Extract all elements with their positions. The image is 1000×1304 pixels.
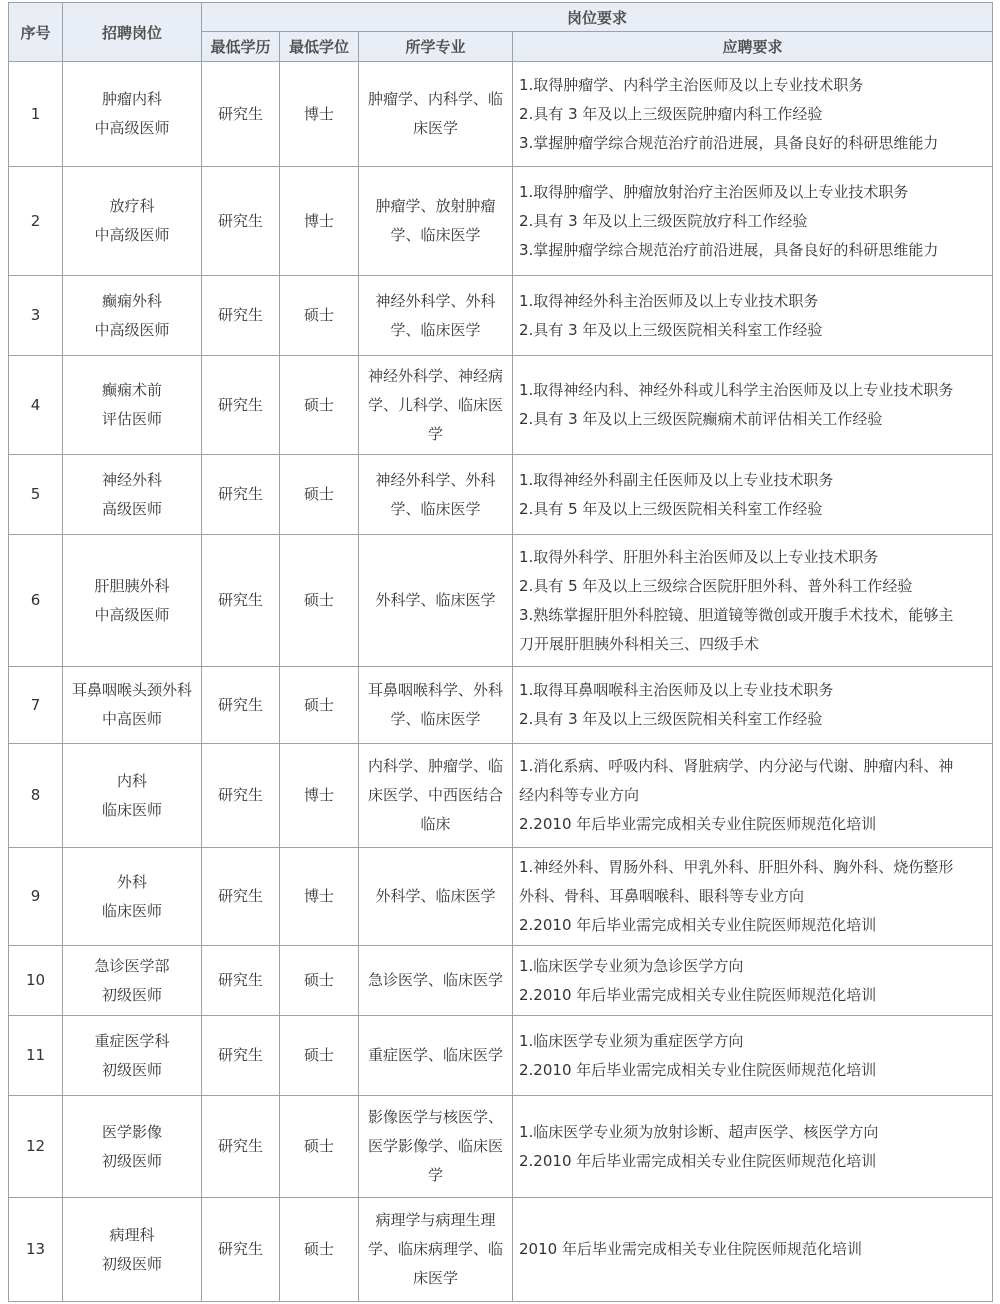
cell-requirements-line: 1.取得神经内科、神经外科或儿科学主治医师及以上专业技术职务	[519, 381, 954, 399]
cell-min-degree: 硕士	[280, 535, 359, 667]
cell-requirements-line: 经内科等专业方向	[519, 786, 640, 804]
cell-requirements-line: 1.临床医学专业须为放射诊断、超声医学、核医学方向	[519, 1122, 879, 1141]
cell-major-line: 重症医学、临床医学	[367, 1046, 503, 1064]
cell-index: 9	[9, 848, 63, 946]
cell-post-line: 癫痫外科	[101, 291, 162, 310]
cell-min-education: 研究生	[202, 848, 280, 946]
table-row	[9, 356, 993, 455]
cell-post-line: 肿瘤内科	[101, 90, 162, 108]
cell-requirements-line: 外科、骨科、耳鼻咽喉科、眼科等专业方向	[519, 887, 805, 905]
cell-requirements-line: 2.2010 年后毕业需完成相关专业住院医师规范化培训	[519, 985, 877, 1004]
cell-requirements-line: 1.消化系病、呼吸内科、肾脏病学、内分泌与代谢、肿瘤内科、神	[519, 757, 954, 775]
cell-major-line: 急诊医学、临床医学	[367, 971, 503, 989]
cell-requirements-line: 2.2010 年后毕业需完成相关专业住院医师规范化培训	[519, 1060, 877, 1079]
cell-requirements-line: 刀开展肝胆胰外科相关三、四级手术	[519, 634, 760, 653]
table-row	[9, 276, 993, 356]
cell-post-line: 医学影像	[101, 1122, 162, 1141]
cell-min-education: 研究生	[202, 1016, 280, 1096]
cell-min-degree: 硕士	[280, 1016, 359, 1096]
cell-min-education: 研究生	[202, 276, 280, 356]
cell-requirements-line: 1.取得外科学、肝胆外科主治医师及以上专业技术职务	[519, 547, 879, 566]
cell-requirements-line: 2.2010 年后毕业需完成相关专业住院医师规范化培训	[519, 916, 877, 934]
cell-min-degree: 硕士	[280, 356, 359, 455]
cell-requirements	[513, 848, 993, 946]
cell-requirements-line: 1.取得神经外科主治医师及以上专业技术职务	[519, 291, 819, 310]
cell-min-degree: 博士	[280, 167, 359, 276]
table-body	[9, 62, 993, 1302]
cell-major-line: 学、临床医学	[390, 226, 481, 244]
cell-index: 5	[9, 455, 63, 535]
cell-post	[63, 1016, 202, 1096]
cell-post	[63, 667, 202, 744]
cell-post-line: 神经外科	[101, 470, 162, 489]
cell-requirements	[513, 455, 993, 535]
cell-min-degree: 硕士	[280, 1096, 359, 1198]
cell-major	[359, 356, 513, 455]
cell-requirements-line: 2.具有 3 年及以上三级医院肿瘤内科工作经验	[519, 104, 823, 123]
cell-major	[359, 848, 513, 946]
cell-requirements-line: 2010 年后毕业需完成相关专业住院医师规范化培训	[519, 1240, 862, 1258]
cell-post-line: 中高级医师	[94, 226, 170, 244]
cell-min-education: 研究生	[202, 1198, 280, 1302]
cell-post-line: 高级医师	[101, 499, 162, 518]
cell-index: 3	[9, 276, 63, 356]
cell-major-line: 外科学、临床医学	[375, 591, 496, 609]
cell-major	[359, 535, 513, 667]
cell-requirements-line: 3.掌握肿瘤学综合规范治疗前沿进展，具备良好的科研思维能力	[519, 240, 939, 259]
cell-post-line: 初级医师	[101, 1151, 162, 1170]
cell-requirements	[513, 946, 993, 1016]
cell-requirements-line: 1.取得耳鼻咽喉科主治医师及以上专业技术职务	[519, 681, 834, 699]
cell-min-education: 研究生	[202, 744, 280, 848]
cell-post	[63, 1096, 202, 1198]
cell-major-line: 学、儿科学、临床医	[367, 395, 503, 414]
header-requirements-group: 岗位要求	[202, 3, 993, 32]
cell-post	[63, 848, 202, 946]
cell-post-line: 放疗科	[109, 197, 155, 215]
cell-requirements	[513, 1016, 993, 1096]
cell-min-education: 研究生	[202, 535, 280, 667]
cell-post-line: 评估医师	[101, 410, 162, 428]
cell-requirements-line: 2.具有 3 年及以上三级医院放疗科工作经验	[519, 211, 808, 230]
cell-post	[63, 1198, 202, 1302]
cell-major-line: 学	[427, 424, 443, 443]
cell-requirements	[513, 276, 993, 356]
cell-post-line: 初级医师	[101, 985, 162, 1004]
cell-requirements	[513, 356, 993, 455]
cell-post	[63, 946, 202, 1016]
table-row	[9, 535, 993, 667]
header-application-requirements: 应聘要求	[513, 32, 993, 62]
cell-major-line: 学、临床医学	[390, 710, 481, 728]
cell-post	[63, 535, 202, 667]
cell-post	[63, 62, 202, 167]
header-min-degree: 最低学位	[280, 32, 359, 62]
cell-requirements-line: 2.具有 3 年及以上三级医院相关科室工作经验	[519, 710, 823, 728]
header-row-group	[9, 3, 993, 32]
cell-index: 12	[9, 1096, 63, 1198]
cell-requirements	[513, 62, 993, 167]
cell-major-line: 床医学	[412, 1269, 458, 1287]
cell-requirements	[513, 1096, 993, 1198]
cell-requirements-line: 1.取得肿瘤学、肿瘤放射治疗主治医师及以上专业技术职务	[519, 182, 909, 201]
cell-post	[63, 744, 202, 848]
cell-min-education: 研究生	[202, 356, 280, 455]
cell-index: 13	[9, 1198, 63, 1302]
cell-post-line: 中高级医师	[94, 320, 170, 339]
cell-min-education: 研究生	[202, 167, 280, 276]
cell-index: 2	[9, 167, 63, 276]
cell-major-line: 病理学与病理生理	[375, 1211, 496, 1229]
cell-requirements	[513, 167, 993, 276]
header-major: 所学专业	[359, 32, 513, 62]
cell-post-line: 内科	[116, 771, 147, 790]
cell-major-line: 肿瘤学、放射肿瘤	[375, 197, 496, 215]
table-row	[9, 1198, 993, 1302]
cell-min-education: 研究生	[202, 1096, 280, 1198]
cell-major	[359, 276, 513, 356]
cell-major	[359, 62, 513, 167]
cell-min-degree: 硕士	[280, 455, 359, 535]
cell-index: 7	[9, 667, 63, 744]
cell-major-line: 耳鼻咽喉科学、外科	[367, 681, 503, 699]
cell-post	[63, 167, 202, 276]
cell-requirements	[513, 667, 993, 744]
cell-requirements-line: 1.临床医学专业须为急诊医学方向	[519, 956, 744, 975]
cell-requirements-line: 1.取得肿瘤学、内科学主治医师及以上专业技术职务	[519, 75, 864, 94]
cell-min-education: 研究生	[202, 667, 280, 744]
cell-major	[359, 744, 513, 848]
cell-post-line: 癫痫术前	[101, 381, 162, 399]
cell-post-line: 临床医师	[101, 901, 162, 920]
cell-post	[63, 455, 202, 535]
cell-requirements-line: 3.熟练掌握肝胆外科腔镜、胆道镜等微创或开腹手术技术，能够主	[519, 605, 954, 624]
cell-min-degree: 博士	[280, 744, 359, 848]
cell-index: 6	[9, 535, 63, 667]
cell-major-line: 医学影像学、临床医	[367, 1137, 503, 1155]
cell-major	[359, 1198, 513, 1302]
cell-min-education: 研究生	[202, 62, 280, 167]
cell-post-line: 外科	[116, 872, 147, 891]
cell-min-degree: 博士	[280, 848, 359, 946]
table-row	[9, 848, 993, 946]
cell-requirements	[513, 535, 993, 667]
cell-major	[359, 1016, 513, 1096]
cell-requirements-line: 2.具有 3 年及以上三级医院癫痫术前评估相关工作经验	[519, 410, 883, 428]
cell-post-line: 中高级医师	[94, 605, 170, 624]
table-row	[9, 744, 993, 848]
cell-requirements-line: 2.具有 5 年及以上三级医院相关科室工作经验	[519, 499, 823, 518]
table-row	[9, 167, 993, 276]
cell-requirements-line: 1.临床医学专业须为重症医学方向	[519, 1031, 744, 1050]
cell-major-line: 外科学、临床医学	[375, 887, 496, 905]
cell-post-line: 中高医师	[101, 710, 162, 728]
cell-major	[359, 1096, 513, 1198]
cell-major	[359, 946, 513, 1016]
cell-requirements-line: 2.2010 年后毕业需完成相关专业住院医师规范化培训	[519, 815, 877, 833]
cell-post-line: 肝胆胰外科	[94, 576, 170, 595]
cell-post-line: 耳鼻咽喉头颈外科	[71, 681, 192, 699]
cell-major-line: 学、临床医学	[390, 320, 481, 339]
cell-post-line: 初级医师	[101, 1254, 162, 1273]
cell-min-degree: 硕士	[280, 1198, 359, 1302]
cell-min-education: 研究生	[202, 455, 280, 535]
cell-major-line: 学、临床病理学、临	[367, 1240, 503, 1258]
cell-post-line: 病理科	[109, 1225, 155, 1244]
cell-min-degree: 硕士	[280, 667, 359, 744]
cell-major-line: 学、临床医学	[390, 499, 481, 518]
cell-post-line: 急诊医学部	[94, 956, 170, 975]
cell-requirements-line: 2.2010 年后毕业需完成相关专业住院医师规范化培训	[519, 1151, 877, 1170]
cell-min-degree: 博士	[280, 62, 359, 167]
cell-major-line: 床医学、中西医结合	[367, 786, 503, 804]
table-row	[9, 62, 993, 167]
cell-major-line: 内科学、肿瘤学、临	[367, 757, 503, 775]
table-row	[9, 667, 993, 744]
table-header	[9, 3, 993, 62]
cell-major-line: 肿瘤学、内科学、临	[367, 90, 503, 108]
cell-requirements-line: 1.取得神经外科副主任医师及以上专业技术职务	[519, 470, 834, 489]
cell-index: 1	[9, 62, 63, 167]
cell-post	[63, 276, 202, 356]
cell-major-line: 临床	[420, 815, 451, 833]
cell-post-line: 重症医学科	[94, 1031, 170, 1050]
cell-requirements-line: 1.神经外科、胃肠外科、甲乳外科、肝胆外科、胸外科、烧伤整形	[519, 858, 954, 876]
cell-index: 4	[9, 356, 63, 455]
table-row	[9, 455, 993, 535]
cell-min-degree: 硕士	[280, 276, 359, 356]
cell-major	[359, 667, 513, 744]
cell-min-degree: 硕士	[280, 946, 359, 1016]
header-index: 序号	[9, 3, 63, 62]
recruitment-table	[8, 2, 993, 1302]
cell-requirements	[513, 1198, 993, 1302]
cell-major-line: 神经外科学、神经病	[367, 366, 503, 385]
cell-post-line: 中高级医师	[94, 119, 170, 137]
cell-major-line: 神经外科学、外科	[375, 291, 496, 310]
table-row	[9, 1096, 993, 1198]
cell-major-line: 床医学	[412, 119, 458, 137]
header-min-education: 最低学历	[202, 32, 280, 62]
cell-min-education: 研究生	[202, 946, 280, 1016]
cell-requirements-line: 3.掌握肿瘤学综合规范治疗前沿进展，具备良好的科研思维能力	[519, 133, 939, 152]
header-post: 招聘岗位	[63, 3, 202, 62]
cell-requirements-line: 2.具有 5 年及以上三级综合医院肝胆外科、普外科工作经验	[519, 576, 913, 595]
cell-requirements	[513, 744, 993, 848]
table-row	[9, 1016, 993, 1096]
cell-index: 10	[9, 946, 63, 1016]
cell-requirements-line: 2.具有 3 年及以上三级医院相关科室工作经验	[519, 320, 823, 339]
table-row	[9, 946, 993, 1016]
cell-index: 8	[9, 744, 63, 848]
cell-major-line: 学	[427, 1166, 443, 1184]
cell-major	[359, 455, 513, 535]
cell-index: 11	[9, 1016, 63, 1096]
cell-post	[63, 356, 202, 455]
cell-post-line: 临床医师	[101, 800, 162, 819]
cell-major-line: 神经外科学、外科	[375, 470, 496, 489]
cell-post-line: 初级医师	[101, 1060, 162, 1079]
cell-major	[359, 167, 513, 276]
cell-major-line: 影像医学与核医学、	[367, 1108, 503, 1126]
